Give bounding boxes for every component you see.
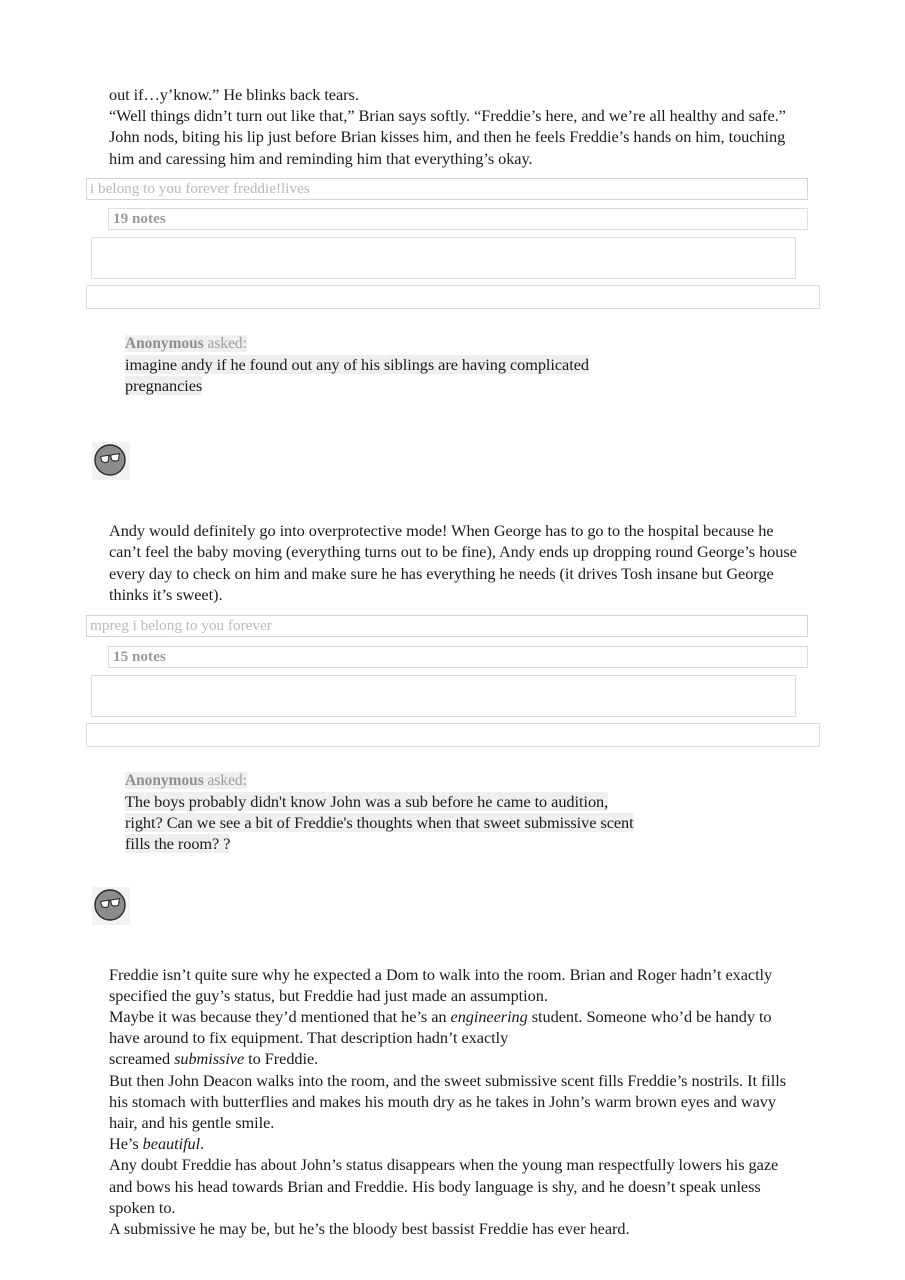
- post-1-footer-frame: [86, 285, 820, 309]
- post-1-tags[interactable]: [86, 178, 808, 200]
- post-2-body-line-1: Andy would definitely go into overprotective mode! When George has to go to the hospital because he can’t feel the baby moving (everything turns out to be fine), Andy ends up dropping round George’s house every day to check on him and make sure he has everything he needs (it drives Tosh insane but George thinks it’s sweet).: [109, 521, 797, 604]
- post-3-para-2-post: to Freddie.: [244, 1049, 319, 1069]
- post-3-ask-line-2: [125, 812, 785, 833]
- post-2-tags-text: mpreg i belong to you forever: [90, 617, 272, 635]
- post-3-para-1: Freddie isn’t quite sure why he expected a Dom to walk into the room. Brian and Roger hadn’t exactly specified the guy’s status, but Freddie had just made an assumption.: [109, 964, 773, 1005]
- post-2-ask-line-1: [125, 354, 785, 375]
- post-3-body: [109, 964, 799, 1240]
- post-3-para-2-pre: Maybe it was because they’d mentioned that he’s an: [109, 1007, 451, 1027]
- post-3-para-6: A submissive he may be, but he’s the bloody best bassist Freddie has ever heard.: [109, 1219, 630, 1239]
- post-3-para-3: But then John Deacon walks into the room, and the sweet submissive scent fills Freddie’s nostrils. It fills his stomach with butterflies and makes his mouth dry as he takes in John’s warm brown eyes and wavy hair, and his gentle smile.: [109, 1070, 787, 1133]
- post-2-body: [109, 520, 799, 605]
- post-2-avatar-row[interactable]: [92, 442, 132, 482]
- post-2-asker-name: Anonymous: [125, 334, 204, 352]
- post-3-em-beautiful: beautiful: [142, 1134, 201, 1154]
- post-1-body-line-1: out if…y’know.” He blinks back tears.: [109, 85, 359, 104]
- post-3-ask: [125, 770, 785, 855]
- post-2-ask-question: [125, 354, 785, 396]
- sunglasses-face-avatar-icon[interactable]: [92, 442, 130, 480]
- sunglasses-face-avatar-icon[interactable]: [92, 887, 130, 925]
- post-2-ask-header: [125, 333, 785, 354]
- post-2-ask: [125, 333, 785, 396]
- post-3-ask-line-3: [125, 833, 785, 854]
- post-2: [0, 333, 905, 747]
- post-3-em-engineering: engineering: [450, 1007, 528, 1027]
- post-2-ask-line-2: [125, 375, 785, 396]
- post-2-footer-frame: [86, 723, 820, 747]
- post-2-asked-label: asked:: [203, 334, 247, 352]
- post-1-embed-frame: [91, 237, 796, 279]
- post-1-notes-count: 19 notes: [113, 209, 166, 227]
- post-3: [0, 770, 905, 1239]
- post-3-ask-line-1: [125, 791, 785, 812]
- post-3-ask-line-3-text: fills the room? ?: [125, 834, 231, 854]
- post-3-em-submissive: submissive: [174, 1049, 245, 1069]
- post-3-avatar-row[interactable]: [92, 887, 132, 927]
- post-3-para-2-break: screamed: [109, 1049, 175, 1069]
- post-3-para-4-pre: He’s: [109, 1134, 143, 1154]
- post-2-ask-line-2-text: pregnancies: [125, 376, 203, 396]
- post-2-ask-line-1-text: imagine andy if he found out any of his siblings are having complicated: [125, 354, 589, 374]
- post-1-body: [109, 84, 799, 169]
- post-3-ask-line-1-text: The boys probably didn't know John was a sub before he came to audition,: [125, 792, 609, 812]
- post-3-para-4-post: .: [200, 1134, 205, 1154]
- post-1-body-line-2: “Well things didn’t turn out like that,” Brian says softly. “Freddie’s here, and we’re all healthy and safe.”: [109, 106, 786, 126]
- post-1: [0, 84, 905, 309]
- post-3-ask-line-2-text: right? Can we see a bit of Freddie's thoughts when that sweet submissive scent: [125, 813, 634, 833]
- post-3-para-2: [109, 1006, 799, 1070]
- post-2-notes[interactable]: [108, 646, 808, 668]
- post-1-body-line-3: John nods, biting his lip just before Brian kisses him, and then he feels Freddie’s hands on him, touching him and caressing him and reminding him that everything’s okay.: [109, 127, 786, 168]
- post-3-ask-question: [125, 791, 785, 855]
- post-1-notes[interactable]: [108, 208, 808, 230]
- post-2-embed-frame: [91, 675, 796, 717]
- post-3-asked-label: asked:: [203, 772, 247, 790]
- post-2-notes-count: 15 notes: [113, 648, 166, 666]
- post-3-ask-header: [125, 770, 785, 791]
- post-3-para-5: Any doubt Freddie has about John’s status disappears when the young man respectfully lowers his gaze and bows his head towards Brian and Freddie. His body language is shy, and he doesn’t speak unless spoken to.: [109, 1155, 779, 1217]
- post-2-tags[interactable]: [86, 615, 808, 637]
- post-3-para-2-mid: student. Someone who’d be handy to have around to fix equipment. That description hadn’t exactly: [109, 1007, 772, 1048]
- post-1-tags-text: i belong to you forever freddie!lives: [90, 179, 310, 197]
- post-3-para-4: [109, 1133, 799, 1154]
- post-3-asker-name: Anonymous: [125, 772, 204, 790]
